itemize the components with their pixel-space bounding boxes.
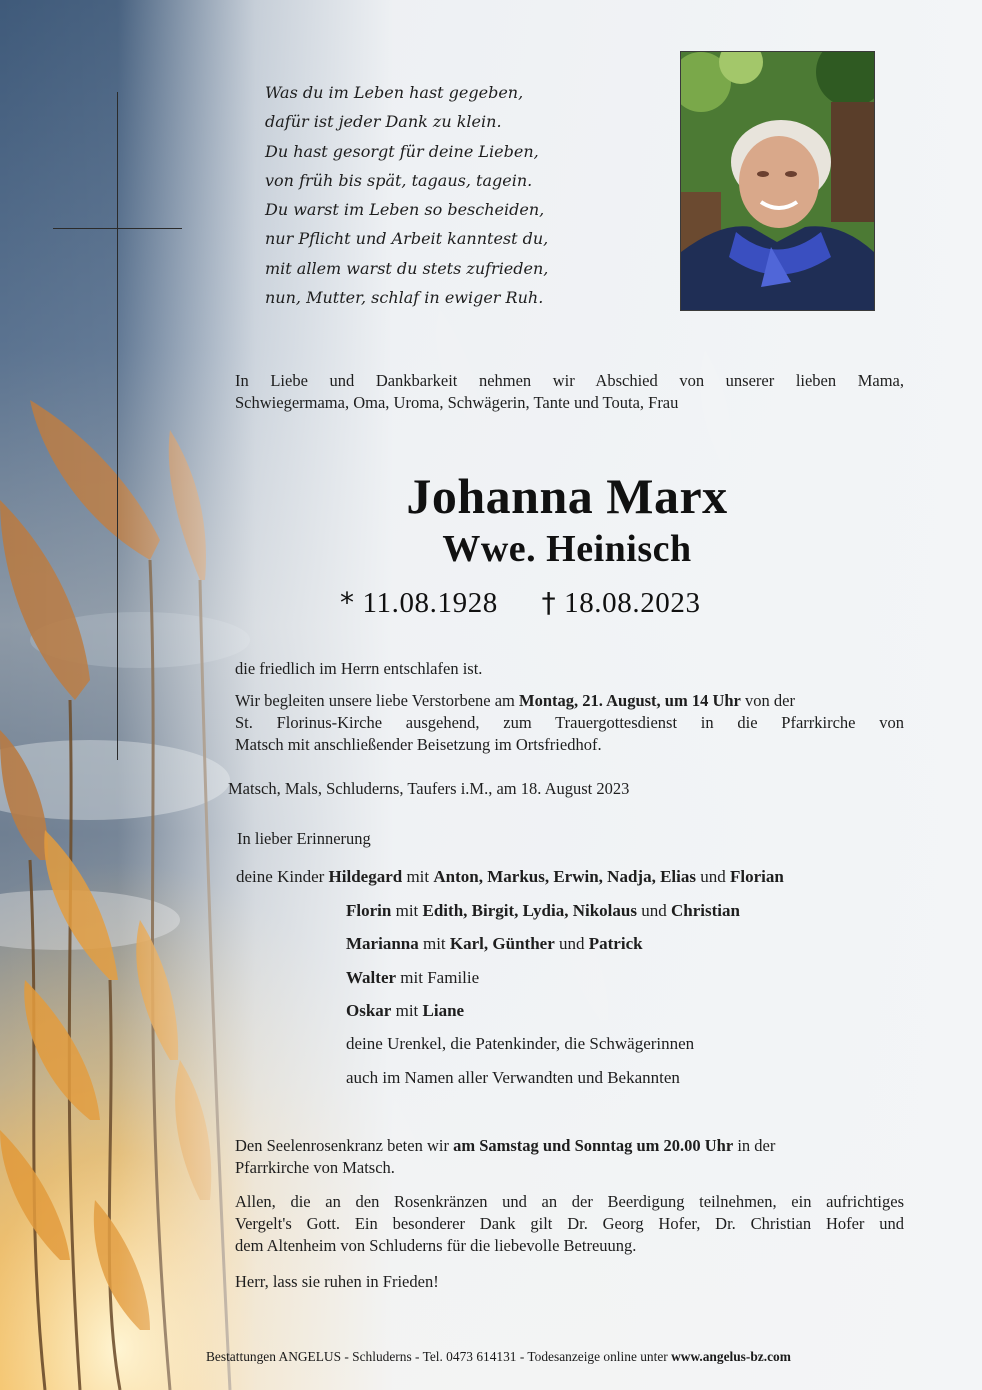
place-date: Matsch, Mals, Schluderns, Taufers i.M., am 18. August 2023 (228, 779, 630, 798)
deceased-maiden-name: Wwe. Heinisch (442, 528, 692, 570)
family-name: Hildegard (328, 867, 403, 886)
family-text: mit (391, 901, 423, 920)
family-text: deine Kinder (236, 867, 329, 886)
funeral-line: Matsch mit anschließender Beisetzung im Ortsfriedhof. (235, 735, 602, 754)
poem-line: nun, Mutter, schlaf in ewiger Ruh. (265, 288, 544, 308)
family-text: und (554, 934, 589, 953)
intro-text (235, 370, 904, 414)
poem-line: mit allem warst du stets zufrieden, (265, 258, 549, 278)
thanks-text (235, 1191, 904, 1257)
footer (206, 1347, 791, 1367)
intro-line: In Liebe und Dankbarkeit nehmen wir Abschied von unserer lieben Mama, (235, 371, 904, 390)
family-text: und (636, 901, 671, 920)
cross-vertical-bar (117, 92, 118, 760)
family-text: mit (418, 934, 450, 953)
poem-line: Was du im Leben hast gegeben, (265, 83, 524, 102)
family-name: Oskar (346, 1001, 392, 1020)
poem-line: nur Pflicht und Arbeit kanntest du, (265, 229, 549, 249)
family-row (346, 1000, 464, 1022)
family-name: Marianna (346, 934, 419, 953)
thanks-line: Allen, die an den Rosenkränzen und an der Beerdigung teilnehmen, ein aufrichtiges (235, 1192, 904, 1211)
poem-line: Du hast gesorgt für deine Lieben, (265, 141, 539, 161)
poem-line: von früh bis spät, tagaus, tagein. (265, 170, 533, 190)
family-name: Christian (670, 901, 740, 920)
thanks-line: Vergelt's Gott. Ein besonderer Dank gilt Dr. Georg Hofer, Dr. Christian Hofer und (235, 1214, 904, 1233)
poem-line: dafür ist jeder Dank zu klein. (265, 112, 502, 132)
family-row: auch im Namen aller Verwandten und Bekannten (346, 1068, 680, 1087)
funeral-line: St. Florinus-Kirche ausgehend, zum Trauergottesdienst in die Pfarrkirche von (235, 713, 904, 732)
rosary-text (235, 1135, 904, 1179)
family-name: Liane (422, 1001, 465, 1020)
family-text: mit (402, 867, 434, 886)
rosary-line: Pfarrkirche von Matsch. (235, 1158, 395, 1177)
family-name: Karl, Günther (449, 934, 555, 953)
birth-star-icon: * (340, 586, 355, 619)
memory-heading: In lieber Erinnerung (237, 829, 371, 848)
intro-line: Schwiegermama, Oma, Uroma, Schwägerin, Tante und Touta, Frau (235, 393, 679, 412)
portrait-photo (680, 51, 875, 311)
funeral-text-part: von der (740, 691, 795, 710)
family-name: Patrick (588, 934, 643, 953)
rosary-text-part: in der (733, 1136, 776, 1155)
life-dates (340, 585, 800, 621)
poem (265, 78, 548, 312)
family-text: mit Familie (396, 968, 480, 987)
closing-prayer: Herr, lass sie ruhen in Frieden! (235, 1272, 439, 1291)
family-name: Walter (346, 968, 397, 987)
funeral-text-part: Wir begleiten unsere liebe Verstorbene am (235, 691, 520, 710)
family-row (236, 866, 784, 888)
funeral-text (235, 690, 904, 756)
footer-website-link[interactable]: www.angelus-bz.com (671, 1349, 791, 1364)
family-row (346, 967, 479, 989)
family-name: Anton, Markus, Erwin, Nadja, Elias (433, 867, 696, 886)
family-row (346, 900, 740, 922)
cross-horizontal-bar (53, 228, 182, 229)
birth-date: 11.08.1928 (362, 587, 498, 619)
family-row (346, 933, 643, 955)
family-row: deine Urenkel, die Patenkinder, die Schwägerinnen (346, 1034, 695, 1053)
thanks-line: dem Altenheim von Schluderns für die liebevolle Betreuung. (235, 1236, 637, 1255)
death-date: 18.08.2023 (564, 587, 701, 619)
poem-line: Du warst im Leben so bescheiden, (265, 200, 545, 220)
deceased-name: Johanna Marx (406, 468, 728, 524)
family-name: Florin (346, 901, 392, 920)
death-cross-icon: † (541, 586, 557, 619)
funeral-date-time: Montag, 21. August, um 14 Uhr (519, 691, 741, 710)
family-text: mit (391, 1001, 423, 1020)
passed-text: die friedlich im Herrn entschlafen ist. (235, 659, 483, 678)
family-text: und (695, 867, 730, 886)
rosary-text-part: Den Seelenrosenkranz beten wir (235, 1136, 454, 1155)
family-name: Edith, Birgit, Lydia, Nikolaus (422, 901, 637, 920)
rosary-date-time: am Samstag und Sonntag um 20.00 Uhr (453, 1136, 734, 1155)
footer-text: Bestattungen ANGELUS - Schluderns - Tel. 0473 614131 - Todesanzeige online unter (206, 1349, 672, 1364)
family-name: Florian (729, 867, 784, 886)
